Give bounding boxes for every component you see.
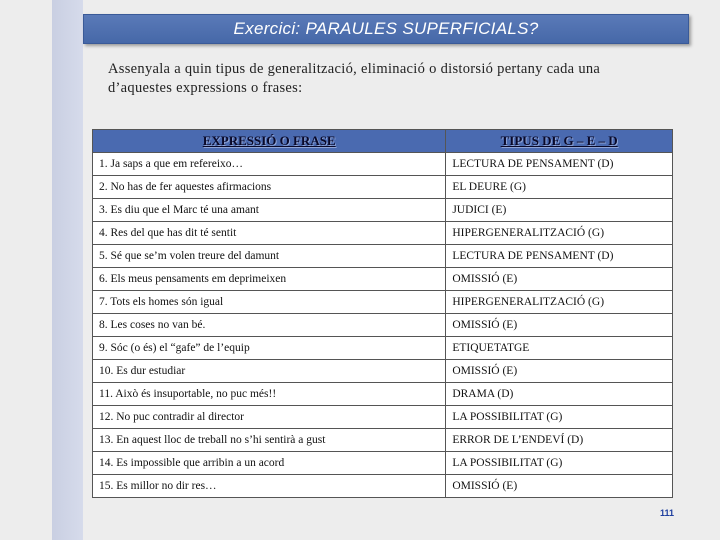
expression-cell: 5. Sé que se’m volen treure del damunt (93, 245, 446, 268)
type-cell: OMISSIÓ (E) (446, 475, 673, 498)
expression-cell: 8. Les coses no van bé. (93, 314, 446, 337)
type-cell: HIPERGENERALITZACIÓ (G) (446, 291, 673, 314)
table-row (93, 291, 673, 314)
expressions-table (92, 129, 673, 498)
type-cell: OMISSIÓ (E) (446, 314, 673, 337)
type-cell: EL DEURE (G) (446, 176, 673, 199)
table-row (93, 337, 673, 360)
slide-title: Exercici: PARAULES SUPERFICIALS? (233, 19, 539, 38)
type-cell: HIPERGENERALITZACIÓ (G) (446, 222, 673, 245)
table-row (93, 406, 673, 429)
table-row (93, 153, 673, 176)
table-row (93, 176, 673, 199)
expression-cell: 10. Es dur estudiar (93, 360, 446, 383)
type-cell: JUDICI (E) (446, 199, 673, 222)
expression-cell: 2. No has de fer aquestes afirmacions (93, 176, 446, 199)
expression-cell: 4. Res del que has dit té sentit (93, 222, 446, 245)
table-row (93, 245, 673, 268)
expression-cell: 6. Els meus pensaments em deprimeixen (93, 268, 446, 291)
expression-cell: 11. Això és insuportable, no puc més!! (93, 383, 446, 406)
instruction-text (108, 60, 668, 98)
type-cell: ETIQUETATGE (446, 337, 673, 360)
type-cell: ERROR DE L’ENDEVÍ (D) (446, 429, 673, 452)
instruction-line-1: Assenyala a quin tipus de generalització, eliminació o distorsió pertany cada una (108, 61, 601, 77)
table-row (93, 314, 673, 337)
header-expression: EXPRESSIÓ O FRASE (93, 130, 446, 153)
type-cell: LECTURA DE PENSAMENT (D) (446, 245, 673, 268)
instruction-line-2: d’aquestes expressions o frases: (108, 80, 303, 96)
expression-cell: 3. Es diu que el Marc té una amant (93, 199, 446, 222)
expression-cell: 1. Ja saps a que em refereixo… (93, 153, 446, 176)
type-cell: LA POSSIBILITAT (G) (446, 406, 673, 429)
table-header-row (93, 130, 673, 153)
table-row (93, 222, 673, 245)
expression-cell: 12. No puc contradir al director (93, 406, 446, 429)
left-decorative-band (52, 0, 83, 540)
expression-cell: 15. Es millor no dir res… (93, 475, 446, 498)
expression-cell: 7. Tots els homes són igual (93, 291, 446, 314)
type-cell: DRAMA (D) (446, 383, 673, 406)
page-number: 111 (660, 508, 675, 518)
type-cell: LA POSSIBILITAT (G) (446, 452, 673, 475)
table-row (93, 383, 673, 406)
table-body (93, 153, 673, 498)
header-type: TIPUS DE G – E – D (446, 130, 673, 153)
table-row (93, 360, 673, 383)
expression-cell: 9. Sóc (o és) el “gafe” de l’equip (93, 337, 446, 360)
table-row (93, 429, 673, 452)
title-bar (83, 14, 689, 44)
expression-cell: 14. Es impossible que arribin a un acord (93, 452, 446, 475)
type-cell: LECTURA DE PENSAMENT (D) (446, 153, 673, 176)
type-cell: OMISSIÓ (E) (446, 360, 673, 383)
table-row (93, 268, 673, 291)
table-row (93, 199, 673, 222)
table-row (93, 452, 673, 475)
table-row (93, 475, 673, 498)
expression-cell: 13. En aquest lloc de treball no s’hi sentirà a gust (93, 429, 446, 452)
type-cell: OMISSIÓ (E) (446, 268, 673, 291)
